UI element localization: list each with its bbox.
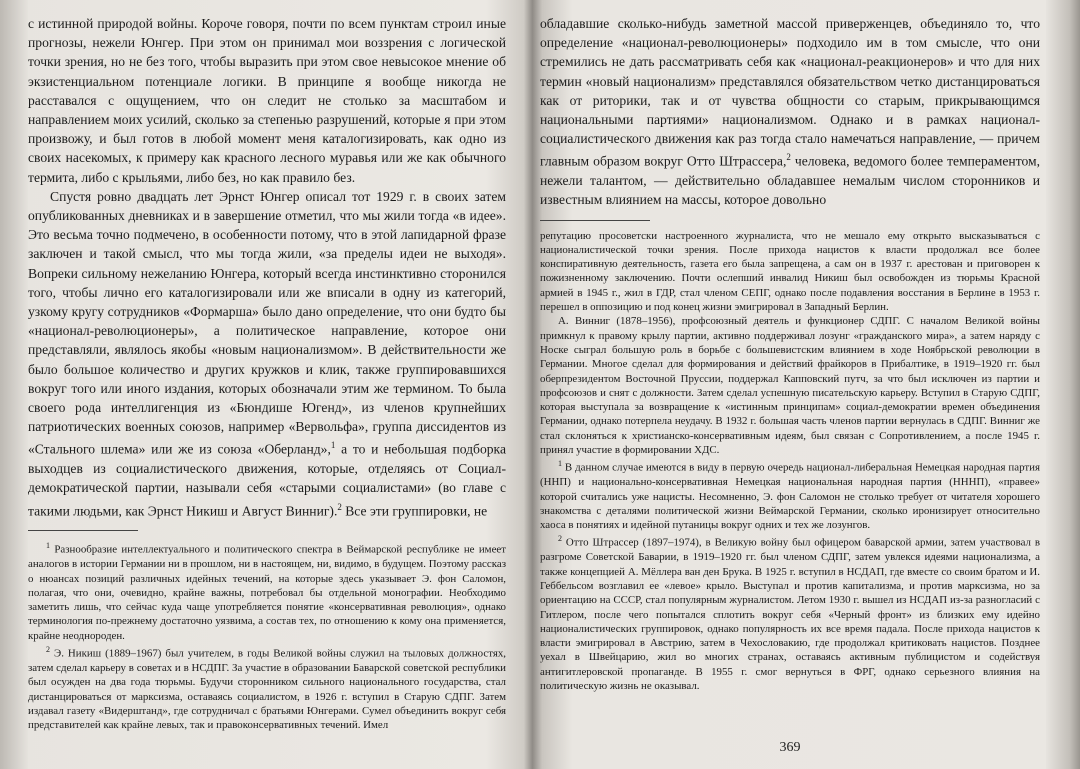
- footnote-number: 1: [558, 459, 562, 469]
- footnote-text: Э. Никиш (1889–1967) был учителем, в годы Великой войны служил на тыловых должностях, затем сделал карьеру в советах и в НСДПГ. За участие в образовании Баварской советской республики был осужден на два года тюрьмы. Будучи сторонником сильного национального государства, стал дистанцироваться от марксизма, оставаясь социалистом, в 1926 г. вступил в Старую СДПГ. Затем издавал газету «Видерштанд», где сотрудничал с братьями Юнгерами. Сумел объединить вокруг себя представителей как крайне левых, так и правоконсервативных течений. Имел: [28, 647, 506, 732]
- page-edge-left: [0, 0, 28, 769]
- footnote-number: 2: [558, 534, 562, 544]
- footnote-text: Разнообразие интеллектуального и политического спектра в Веймарской республике не имеет аналогов в истории Германии ни в прошлом, ни в настоящем, ни, видимо, в будущем. Поэтому рассказ о нюансах позиций различных идейных течений, на которые здесь указывает Э. фон Саломон, полагая, что они, очевидно, крайне важны, потребовал бы отдельной монографии. Необходимо заметить лишь, что сейчас куда чаще употребляется понятие «консервативная революция», однако терминология по-прежнему достаточно уязвима, а состав тех, по отношению к кому она применяется, крайне неоднороден.: [28, 543, 506, 642]
- footnote-text: репутацию просоветски настроенного журналиста, что не мешало ему открыто высказываться с националистической точки зрения. После прихода нацистов к власти продолжал все более конспиративную деятельность, газета его была запрещена, а сам он в 1937 г. арестован и приговорен к пожизненному заключению. Почти ослепший инвалид Никиш был освобожден из тюрьмы Красной армией в 1945 г., жил в ГДР, стал членом СЕПГ, однако после подавления восстания в Берлине в 1953 г. перешел в оппозицию и под конец жизни эмигрировал в Западный Берлин.: [540, 229, 1040, 314]
- footnote-number: 1: [46, 541, 50, 551]
- paragraph-text: обладавшие сколько-нибудь заметной массой приверженцев, объединяло то, что определение «национал-революционеры» подходило им в том смысле, что они стремились не дать рассматривать себя как «национал-реакционеров» и что для них термин «новый национализм» представлялся обязательством четко дистанцироваться как от риторики, так и от чувства общности со старым, прикрывающимся национальными партиями» национализмом. Однако и в рамках национал-социалистического движения как раз тогда стало намечаться направление, — причем главным образом вокруг Отто Штрассера,: [540, 16, 1040, 169]
- paragraph-text: человека, ведомого более темпераментом, нежели талантом, — действительно обладавшее немалым числом сторонников и известным влиянием на массы, которое довольно: [540, 153, 1040, 208]
- right-main-text: [540, 0, 1040, 210]
- footnote-text: Отто Штрассер (1897–1974), в Великую войну был офицером баварской армии, затем участвовал в разгроме Советской Баварии, в 1919–1920 гг. был членом СДПГ, затем увлекся идеями национализма, а также концепцией А. Мёллера ван ден Брука. В 1925 г. вступил в НСДАП, где вместе со своим братом и И. Геббельсом возглавил ее «левое» крыло. Выступал и против капитализма, и против марксизма, но за ориентацию на СССР, стал популярным журналистом. Летом 1930 г. вышел из НСДАП из-за разногласий с Гитлером, после чего попытался сплотить вокруг себя «Черный фронт» из близких ему идейно националистических группировок, однако популярность их все время падала. После прихода нацистов к власти эмигрировал в Австрию, затем в Чехословакию, где продолжал критиковать нацистов. Позднее уехал в Швейцарию, жил во многих странах, оставаясь активным публицистом и содействуя антигитлеровской пропаганде. В 1955 г. смог вернуться в ФРГ, однако серьезного влияния на политическую жизнь не оказывал.: [540, 537, 1040, 693]
- left-paragraph-1: [28, 14, 506, 187]
- right-paragraph-1: [540, 14, 1040, 210]
- footnote: [28, 539, 506, 643]
- paragraph-text: Спустя ровно двадцать лет Эрнст Юнгер описал тот 1929 г. в своих затем опубликованных дневниках и в завершение отметил, что мы жили тогда «в идее». Это весьма точно подмечено, в особенности потому, что в этой лапидарной фразе заключен и такой смысл, что мы тогда жили, «за пределы идеи не выходя». Вопреки сильному нежеланию Юнгера, который всегда инстинктивно сторонился того, чтобы лично его каталогизировали или же вписали в одну из категорий, узкому кругу сотрудников «Формарша» было дано определение, что они будто бы «национал-революционеры», а политическое направление, которое они представляли, являлось якобы «новым национализмом». В действительности же было большое количество и других кружков и клик, также группировавшихся вокруг того или иного издания, которых обозначали этим же термином. То была своего рода интеллигенция из «Бюндише Югенд», из членов крупнейших патриотических военных союзов, например «Вервольфа», группа диссидентов из «Стального шлема» или же из союза «Оберланд»,: [28, 188, 506, 457]
- right-footnotes: [540, 229, 1040, 694]
- footnote: [540, 314, 1040, 457]
- left-paragraph-2: [28, 187, 506, 521]
- footnote-marker: 2: [337, 501, 342, 512]
- footnote: [28, 643, 506, 732]
- paragraph-text: а то и небольшая подборка выходцев из социалистического движения, которые, отделяясь от Социал-демократической партии, называли себя «старыми социалистами» (во главе с такими людьми, как Эрнст Никиш и Август Винниг).: [28, 442, 506, 519]
- footnote-marker: 2: [786, 152, 791, 163]
- page-edge-right: [1046, 0, 1080, 769]
- paragraph-text: Все эти группировки, не: [341, 503, 488, 519]
- footnote-marker: 1: [330, 440, 336, 451]
- footnote: [540, 532, 1040, 693]
- footnote: [540, 229, 1040, 315]
- left-footnotes: [28, 539, 506, 732]
- footnote-text: А. Винниг (1878–1956), профсоюзный деятель и функционер СДПГ. С началом Великой войны примкнул к правому крылу партии, активно поддерживал лозунг «гражданского мира», а затем наряду с Носке сыграл большую роль в борьбе с большевистским влиянием в ходе Ноябрьской революции в Германии. Многое сделал для формирования и действий фрайкоров в Прибалтике, в 1919–1920 гг. был оберпрезидентом Восточной Пруссии, поддержал Капповский путч, за что был исключен из партии и профсоюзов и снят с должности. Затем сделал успешную писательскую карьеру. Вступил в Старую СДПГ, которая выступала за возвращение к «истинным принципам» социал-демократии времен объединения Германии, однако потерпела неудачу. В 1932 г. большая часть членов партии вернулась в СДПГ. Винниг же стал склоняться к христианско-консервативным идеям, был связан с Сопротивлением, а после 1945 г. принял участие в формировании ХДС.: [540, 315, 1040, 457]
- footnote-rule: [28, 530, 138, 531]
- right-page: [540, 0, 1040, 769]
- footnote: [540, 457, 1040, 532]
- footnote-rule: [540, 220, 650, 221]
- paragraph-text: с истинной природой войны. Короче говоря, почти по всем пунктам строил иные прогнозы, нежели Юнгер. При этом он принимал мои воззрения с логической точки зрения, но не без того, чтобы выразить при этом свое невысокое мнение об экзистенциальном потенциале логики. В принципе я вообще никогда не расставался с ощущением, что он следит не столько за масштабом и направлением моих усилий, сколько за степенью разрушений, которые я при этом произвожу, и был готов в любой момент меня каталогизировать, как одно из своих насекомых, к примеру как красного лесного муравья или же как обычного термита, либо с крыльями, либо без, но как правило без.: [28, 16, 506, 185]
- page-number: 369: [779, 740, 801, 755]
- left-main-text: [28, 0, 506, 520]
- left-page: [28, 0, 506, 769]
- footnote-number: 2: [46, 645, 50, 655]
- footnote-text: В данном случае имеются в виду в первую очередь национал-либеральная Немецкая народная партия (ННП) и национально-консервативная Немецкая национальная народная партия (НННП), «правее» которой считались уже нацисты. Несомненно, Э. фон Саломон не столько требует от читателя хорошего знакомства с деталями политической жизни Веймарской Германии, сколько иронизирует относительно хаоса в понятиях и идейной путаницы вокруг одних и тех же лозунгов.: [540, 461, 1040, 532]
